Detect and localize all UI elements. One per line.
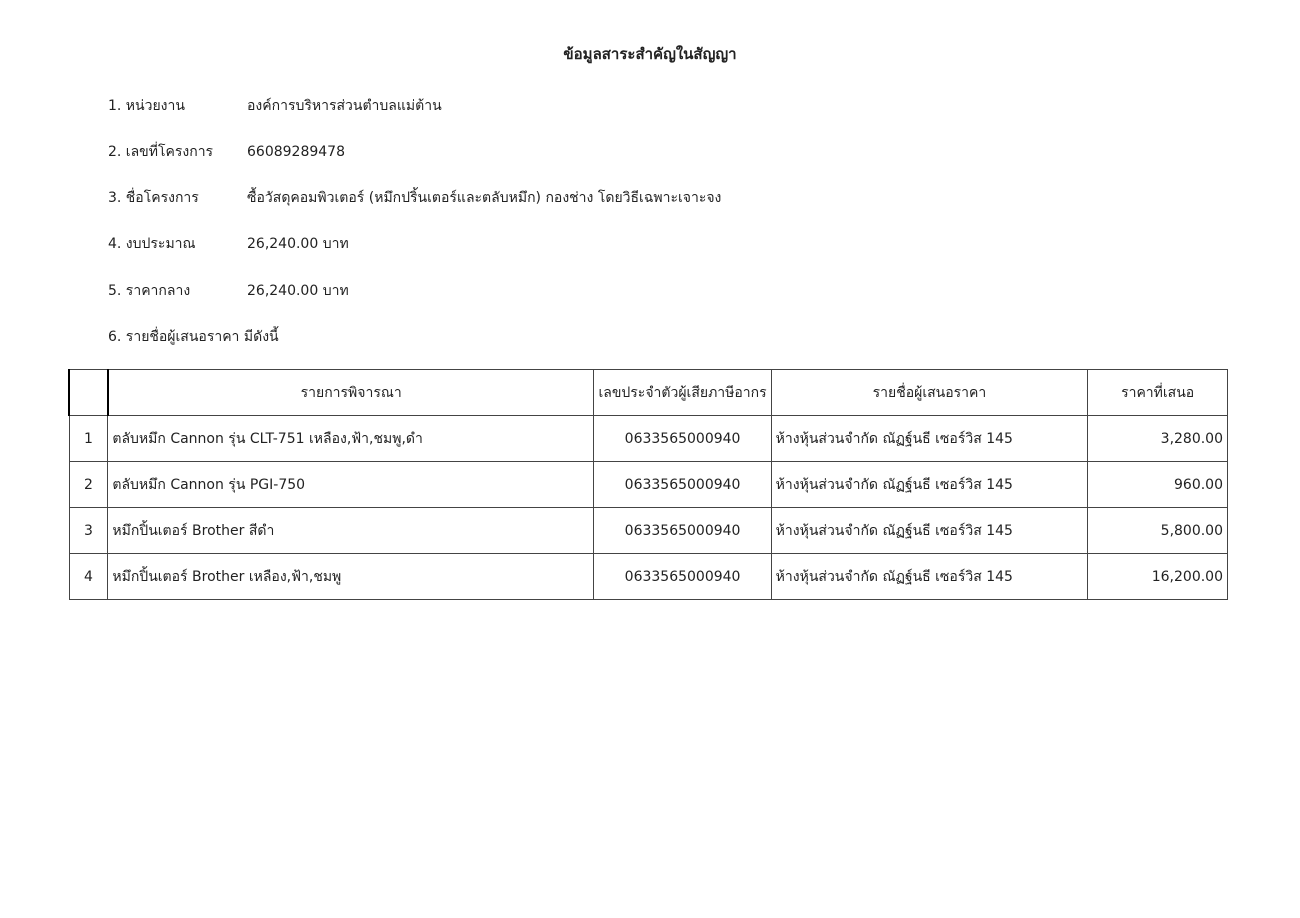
row-no: 1: [69, 416, 108, 462]
row-vendor: ห้างหุ้นส่วนจำกัด ณัฏฐ์นธี เซอร์วิส 145: [771, 508, 1088, 554]
row-price: 960.00: [1088, 462, 1228, 508]
row-vendor: ห้างหุ้นส่วนจำกัด ณัฏฐ์นธี เซอร์วิส 145: [771, 462, 1088, 508]
field-reference-price-value: 26,240.00 บาท: [247, 283, 349, 299]
table-row: [69, 462, 1228, 508]
field-project-number-label: 2. เลขที่โครงการ: [108, 144, 214, 160]
row-no: 2: [69, 462, 108, 508]
table-header-row: [69, 370, 1228, 416]
header-item: รายการพิจารณา: [108, 370, 594, 416]
table-row: [69, 508, 1228, 554]
field-reference-price-label: 5. ราคากลาง: [108, 283, 191, 299]
field-bidder-list-label: 6. รายชื่อผู้เสนอราคา มีดังนี้: [108, 329, 279, 345]
row-vendor: ห้างหุ้นส่วนจำกัด ณัฏฐ์นธี เซอร์วิส 145: [771, 416, 1088, 462]
row-tax-id: 0633565000940: [594, 462, 771, 508]
header-no: [69, 370, 108, 416]
header-tax-id: เลขประจำตัวผู้เสียภาษีอากร: [594, 370, 771, 416]
document-title: ข้อมูลสาระสำคัญในสัญญา: [563, 45, 737, 63]
field-project-name-label: 3. ชื่อโครงการ: [108, 190, 199, 206]
header-price: ราคาที่เสนอ: [1088, 370, 1228, 416]
field-budget-label: 4. งบประมาณ: [108, 236, 196, 252]
table-row: [69, 554, 1228, 600]
header-vendor: รายชื่อผู้เสนอราคา: [771, 370, 1088, 416]
field-agency-value: องค์การบริหารส่วนตำบลแม่ต้าน: [247, 98, 442, 114]
row-item: ตลับหมึก Cannon รุ่น CLT-751 เหลือง,ฟ้า,ชมพู,ดำ: [108, 416, 594, 462]
row-price: 3,280.00: [1088, 416, 1228, 462]
row-tax-id: 0633565000940: [594, 416, 771, 462]
row-tax-id: 0633565000940: [594, 508, 771, 554]
row-no: 3: [69, 508, 108, 554]
row-vendor: ห้างหุ้นส่วนจำกัด ณัฏฐ์นธี เซอร์วิส 145: [771, 554, 1088, 600]
row-tax-id: 0633565000940: [594, 554, 771, 600]
row-item: ตลับหมึก Cannon รุ่น PGI-750: [108, 462, 594, 508]
field-project-name-value: ซื้อวัสดุคอมพิวเตอร์ (หมึกปริ้นเตอร์และตลับหมึก) กองช่าง โดยวิธีเฉพาะเจาะจง: [247, 190, 722, 206]
row-price: 5,800.00: [1088, 508, 1228, 554]
field-project-number-value: 66089289478: [247, 144, 345, 160]
bids-table: [68, 369, 1228, 600]
table-row: [69, 416, 1228, 462]
row-no: 4: [69, 554, 108, 600]
field-agency-label: 1. หน่วยงาน: [108, 98, 185, 114]
row-price: 16,200.00: [1088, 554, 1228, 600]
field-budget-value: 26,240.00 บาท: [247, 236, 349, 252]
row-item: หมึกปิ้นเตอร์ Brother เหลือง,ฟ้า,ชมพู: [108, 554, 594, 600]
row-item: หมึกปิ้นเตอร์ Brother สีดำ: [108, 508, 594, 554]
